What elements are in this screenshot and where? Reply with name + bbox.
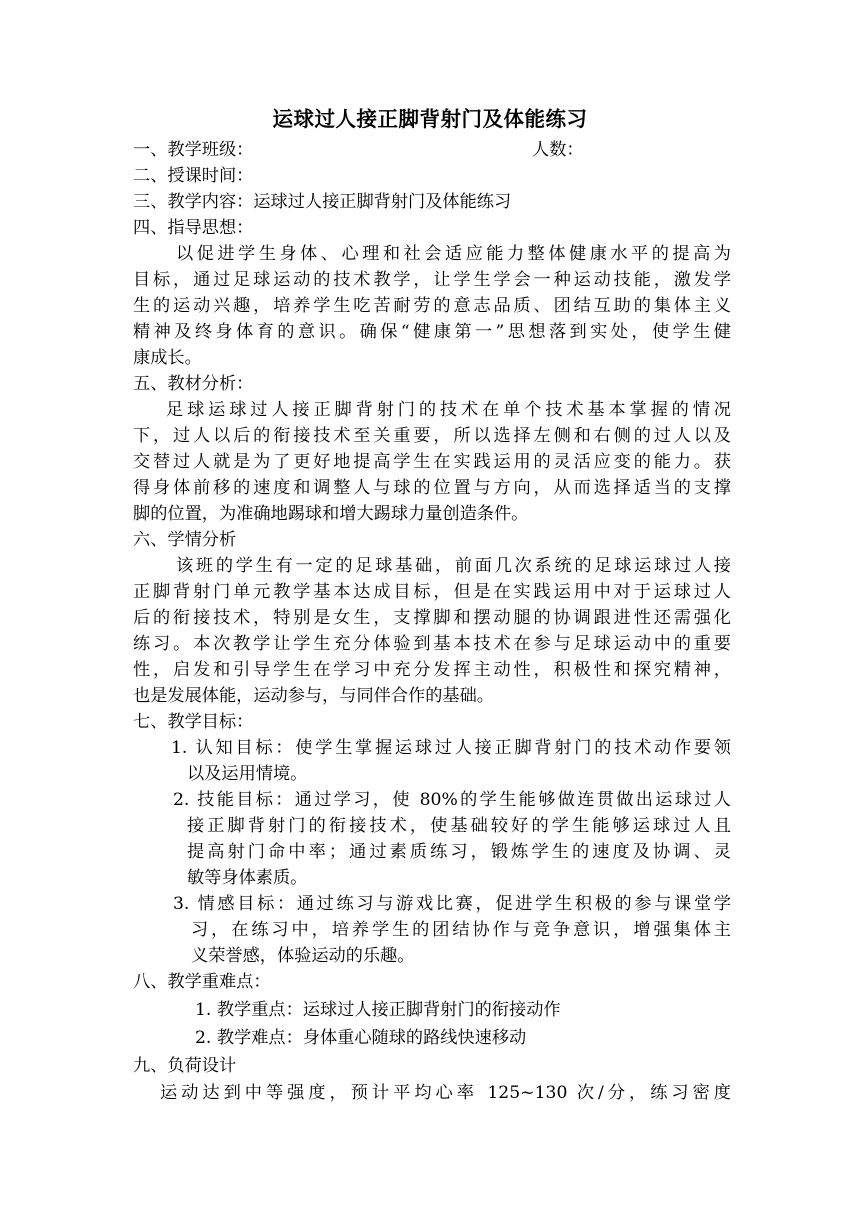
goal-item-skill: 2. 技能目标：通过学习，使 80%的学生能够做连贯做出运球过人 — [173, 790, 731, 810]
document-title: 运球过人接正脚背射门及体能练习 — [272, 107, 588, 131]
paragraph-line: 下，过人以后的衔接技术至关重要，所以选择左侧和右侧的过人以及 — [133, 426, 731, 446]
goal-item-affective-cont: 义荣誉感，体验运动的乐趣。 — [191, 946, 415, 966]
goal-item-cognitive: 1. 认知目标：使学生掌握运球过人接正脚背射门的技术动作要领 — [171, 738, 731, 758]
heading-teaching-goals: 七、教学目标： — [133, 712, 254, 732]
heading-load-design: 九、负荷设计 — [133, 1056, 237, 1076]
paragraph-line: 足球运球过人接正脚背射门的技术在单个技术基本掌握的情况 — [166, 400, 731, 420]
goal-item-cognitive-cont: 以及运用情境。 — [187, 764, 308, 784]
heading-content: 三、教学内容：运球过人接正脚背射门及体能练习 — [133, 192, 512, 212]
goal-item-skill-cont: 敏等身体素质。 — [187, 868, 308, 888]
heading-class: 一、教学班级： — [133, 140, 254, 160]
paragraph-line: 精神及终身体育的意识。确保“健康第一”思想落到实处，使学生健 — [133, 322, 731, 342]
paragraph-line: 练习。本次教学让学生充分体验到基本技术在参与足球运动中的重要 — [133, 634, 731, 654]
goal-item-skill-cont: 接正脚背射门的衔接技术，使基础较好的学生能够运球过人且 — [187, 816, 731, 836]
goal-item-skill-cont: 提高射门命中率；通过素质练习，锻炼学生的速度及协调、灵 — [187, 842, 731, 862]
difficulty-item: 2. 教学难点：身体重心随球的路线快速移动 — [195, 1028, 527, 1048]
heading-time: 二、授课时间： — [133, 166, 254, 186]
goal-item-affective: 3. 情感目标：通过练习与游戏比赛，促进学生积极的参与课堂学 — [173, 894, 731, 914]
paragraph-line: 脚的位置，为准确地踢球和增大踢球力量创造条件。 — [133, 504, 529, 524]
goal-item-affective-cont: 习，在练习中，培养学生的团结协作与竞争意识，增强集体主 — [191, 920, 731, 940]
paragraph-line: 生的运动兴趣，培养学生吃苦耐劳的意志品质、团结互助的集体主义 — [133, 296, 731, 316]
paragraph-line: 康成长。 — [133, 348, 202, 368]
paragraph-line: 正脚背射门单元教学基本达成目标，但是在实践运用中对于运球过人 — [133, 582, 731, 602]
paragraph-line: 性，启发和引导学生在学习中充分发挥主动性，积极性和探究精神， — [133, 660, 731, 680]
paragraph-line: 以促进学生身体、心理和社会适应能力整体健康水平的提高为 — [176, 244, 731, 264]
heading-material-analysis: 五、教材分析： — [133, 374, 254, 394]
paragraph-line: 运动达到中等强度，预计平均心率 125~130 次/分，练习密度 — [160, 1083, 731, 1103]
paragraph-line: 交替过人就是为了更好地提高学生在实践运用的灵活应变的能力。获 — [133, 452, 731, 472]
paragraph-line: 得身体前移的速度和调整人与球的位置与方向，从而选择适当的支撑 — [133, 478, 731, 498]
paragraph-line: 该班的学生有一定的足球基础，前面几次系统的足球运球过人接 — [176, 556, 731, 576]
paragraph-line: 也是发展体能，运动参与，与同伴合作的基础。 — [133, 686, 494, 706]
heading-student-analysis: 六、学情分析 — [133, 530, 237, 550]
paragraph-line: 目标，通过足球运动的技术教学，让学生学会一种运动技能，激发学 — [133, 270, 731, 290]
paragraph-line: 后的衔接技术，特别是女生，支撑脚和摆动腿的协调跟进性还需强化 — [133, 608, 731, 628]
student-count-label: 人数： — [532, 140, 584, 160]
heading-guiding-ideology: 四、指导思想： — [133, 218, 254, 238]
heading-key-points: 八、教学重难点： — [133, 972, 271, 992]
key-point-item: 1. 教学重点：运球过人接正脚背射门的衔接动作 — [195, 1000, 561, 1020]
